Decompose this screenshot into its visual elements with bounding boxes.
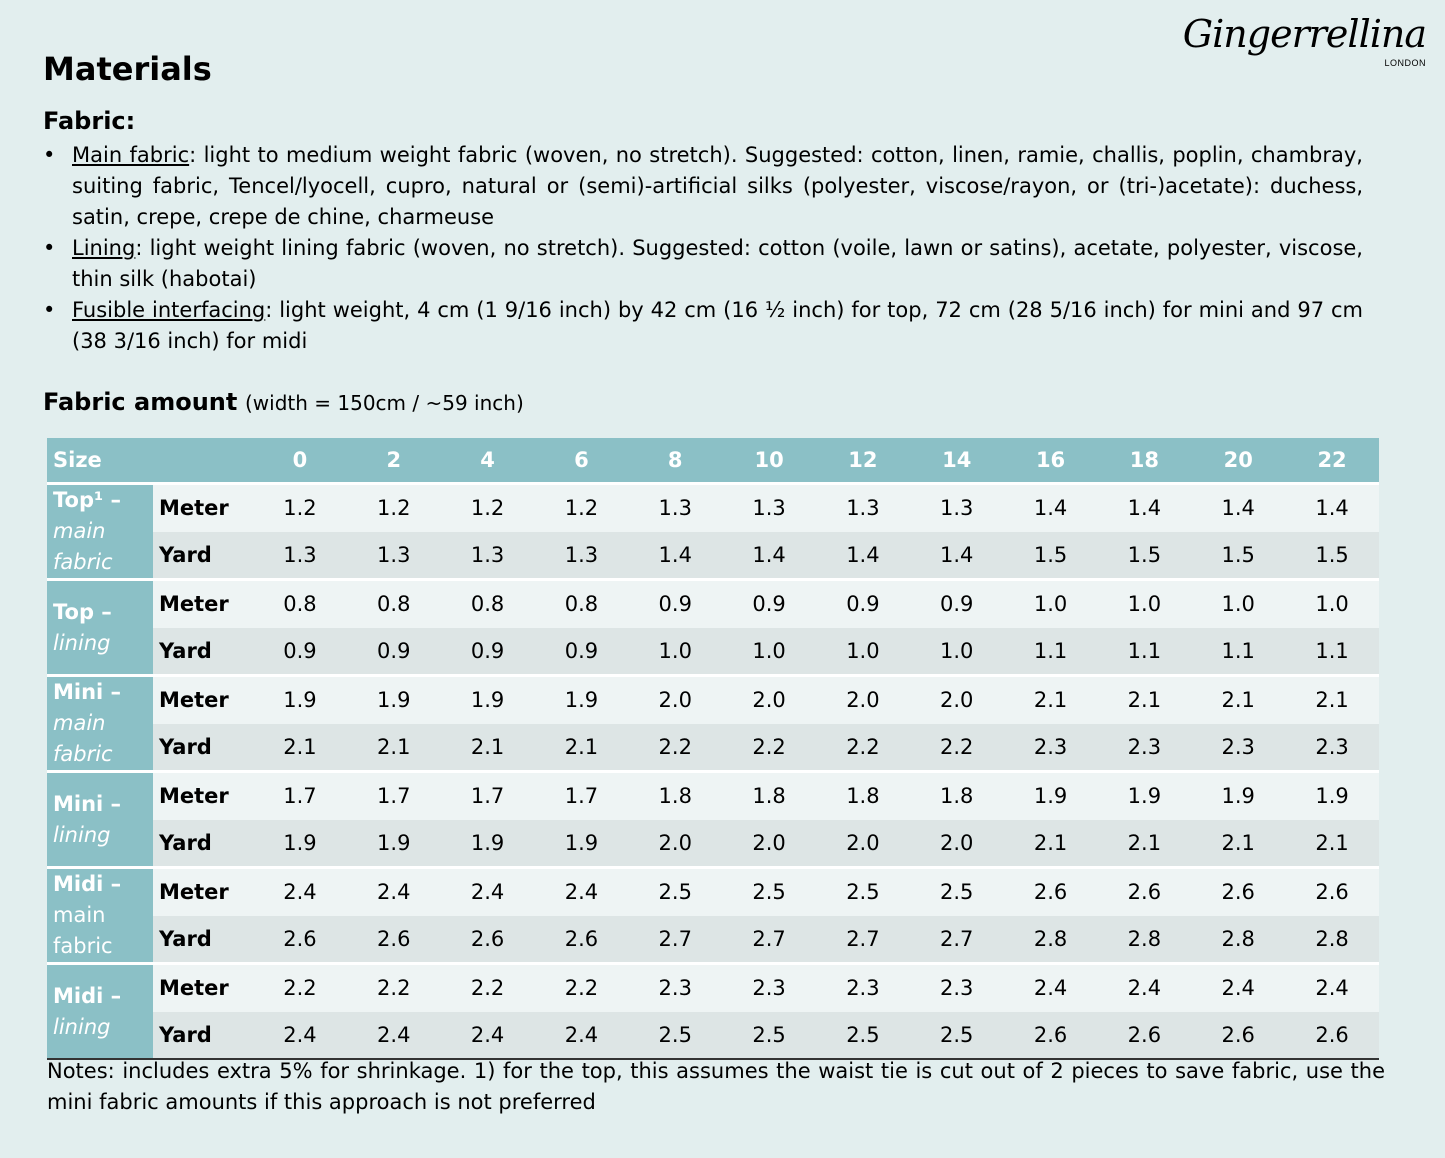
fabric-amount-table <box>47 438 1379 1060</box>
group-label <box>47 484 153 580</box>
table-row <box>47 820 1379 868</box>
value-cell: 2.2 <box>535 964 629 1012</box>
value-cell: 2.3 <box>1285 724 1379 772</box>
value-cell: 1.2 <box>535 484 629 532</box>
materials-list <box>43 140 1363 357</box>
size-column-header: 14 <box>910 438 1004 484</box>
value-cell: 1.9 <box>535 676 629 724</box>
value-cell: 0.9 <box>441 628 535 676</box>
value-cell: 1.0 <box>910 628 1004 676</box>
group-desc: lining <box>53 822 111 847</box>
value-cell: 1.8 <box>910 772 1004 820</box>
group-desc: main fabric <box>53 903 113 958</box>
group-desc: main fabric <box>53 519 113 574</box>
value-cell: 2.6 <box>253 916 347 964</box>
value-cell: 0.9 <box>628 580 722 628</box>
value-cell: 1.0 <box>1097 580 1191 628</box>
table-row <box>47 724 1379 772</box>
value-cell: 2.0 <box>722 820 816 868</box>
value-cell: 2.5 <box>628 1012 722 1060</box>
value-cell: 1.7 <box>535 772 629 820</box>
value-cell: 2.4 <box>253 868 347 916</box>
value-cell: 0.8 <box>253 580 347 628</box>
value-cell: 2.0 <box>910 676 1004 724</box>
material-text: : light weight lining fabric (woven, no stretch). Suggested: cotton (voile, lawn or satins), acetate, polyester, viscose, thin silk (habotai) <box>72 236 1363 291</box>
value-cell: 2.1 <box>1191 820 1285 868</box>
value-cell: 1.9 <box>441 820 535 868</box>
value-cell: 2.2 <box>722 724 816 772</box>
value-cell: 2.0 <box>628 676 722 724</box>
value-cell: 1.5 <box>1285 532 1379 580</box>
brand-sub: LONDON <box>1384 58 1426 68</box>
unit-label: Yard <box>153 1012 253 1060</box>
value-cell: 2.4 <box>1097 964 1191 1012</box>
group-label <box>47 868 153 964</box>
value-cell: 1.9 <box>441 676 535 724</box>
table-row <box>47 532 1379 580</box>
page-title: Materials <box>43 50 212 88</box>
value-cell: 1.3 <box>628 484 722 532</box>
value-cell: 2.4 <box>1004 964 1098 1012</box>
value-cell: 2.1 <box>535 724 629 772</box>
value-cell: 1.0 <box>722 628 816 676</box>
value-cell: 1.9 <box>253 820 347 868</box>
fabric-amount-subtitle: (width = 150cm / ~59 inch) <box>244 391 524 415</box>
table-row <box>47 772 1379 820</box>
value-cell: 2.5 <box>910 868 1004 916</box>
value-cell: 0.9 <box>253 628 347 676</box>
value-cell: 1.9 <box>253 676 347 724</box>
value-cell: 1.7 <box>253 772 347 820</box>
value-cell: 1.4 <box>722 532 816 580</box>
value-cell: 2.6 <box>1004 1012 1098 1060</box>
value-cell: 2.5 <box>816 868 910 916</box>
value-cell: 2.3 <box>910 964 1004 1012</box>
value-cell: 2.1 <box>1097 820 1191 868</box>
value-cell: 1.4 <box>1191 484 1285 532</box>
value-cell: 2.0 <box>816 820 910 868</box>
value-cell: 1.4 <box>1285 484 1379 532</box>
value-cell: 2.3 <box>1097 724 1191 772</box>
material-label: Fusible interfacing <box>72 298 266 322</box>
unit-label: Meter <box>153 484 253 532</box>
unit-label: Yard <box>153 724 253 772</box>
value-cell: 2.3 <box>816 964 910 1012</box>
value-cell: 1.0 <box>1191 580 1285 628</box>
value-cell: 2.6 <box>1191 868 1285 916</box>
size-column-header: 0 <box>253 438 347 484</box>
value-cell: 1.5 <box>1097 532 1191 580</box>
group-desc: lining <box>53 630 111 655</box>
material-text: : light to medium weight fabric (woven, no stretch). Suggested: cotton, linen, ramie, challis, poplin, chambray, suiting fabric, Tencel/lyocell, cupro, natural or (semi)-artificial silks (polyester, viscose/rayon, or (tri-)acetate): duchess, satin, crepe, crepe de chine, charmeuse <box>72 143 1363 229</box>
value-cell: 1.9 <box>347 820 441 868</box>
unit-label: Meter <box>153 868 253 916</box>
value-cell: 0.8 <box>441 580 535 628</box>
value-cell: 1.4 <box>1097 484 1191 532</box>
table-row <box>47 868 1379 916</box>
value-cell: 2.4 <box>441 1012 535 1060</box>
table-header-row <box>47 438 1379 484</box>
table-row <box>47 484 1379 532</box>
value-cell: 0.8 <box>535 580 629 628</box>
value-cell: 1.3 <box>910 484 1004 532</box>
size-column-header: 18 <box>1097 438 1191 484</box>
value-cell: 2.7 <box>628 916 722 964</box>
value-cell: 2.1 <box>347 724 441 772</box>
value-cell: 2.0 <box>910 820 1004 868</box>
group-label <box>47 676 153 772</box>
list-item <box>43 295 1363 357</box>
fabric-heading: Fabric: <box>43 107 136 135</box>
value-cell: 2.4 <box>347 868 441 916</box>
value-cell: 1.0 <box>816 628 910 676</box>
table-body <box>47 484 1379 1060</box>
value-cell: 2.2 <box>816 724 910 772</box>
fabric-amount-title: Fabric amount <box>43 388 238 416</box>
value-cell: 1.4 <box>1004 484 1098 532</box>
value-cell: 2.0 <box>628 820 722 868</box>
value-cell: 0.9 <box>347 628 441 676</box>
group-name: Top¹ – <box>53 488 122 512</box>
group-name: Midi – <box>53 983 122 1008</box>
value-cell: 2.1 <box>1004 676 1098 724</box>
size-column-header: 8 <box>628 438 722 484</box>
value-cell: 1.9 <box>1285 772 1379 820</box>
value-cell: 1.4 <box>816 532 910 580</box>
value-cell: 2.5 <box>910 1012 1004 1060</box>
value-cell: 2.5 <box>722 1012 816 1060</box>
value-cell: 2.6 <box>347 916 441 964</box>
size-column-header: 10 <box>722 438 816 484</box>
value-cell: 2.7 <box>722 916 816 964</box>
value-cell: 2.5 <box>816 1012 910 1060</box>
size-column-header: 12 <box>816 438 910 484</box>
value-cell: 0.8 <box>347 580 441 628</box>
value-cell: 2.5 <box>722 868 816 916</box>
value-cell: 1.0 <box>1004 580 1098 628</box>
group-name: Mini – <box>53 791 122 816</box>
value-cell: 2.1 <box>253 724 347 772</box>
value-cell: 2.6 <box>1097 868 1191 916</box>
value-cell: 1.0 <box>1285 580 1379 628</box>
table-row <box>47 916 1379 964</box>
value-cell: 1.1 <box>1285 628 1379 676</box>
value-cell: 1.2 <box>347 484 441 532</box>
unit-label: Yard <box>153 532 253 580</box>
unit-label: Yard <box>153 628 253 676</box>
value-cell: 2.2 <box>628 724 722 772</box>
value-cell: 1.9 <box>1191 772 1285 820</box>
value-cell: 1.9 <box>347 676 441 724</box>
table-row <box>47 1012 1379 1060</box>
value-cell: 1.1 <box>1097 628 1191 676</box>
value-cell: 1.3 <box>253 532 347 580</box>
brand-name: Gingerrellina <box>1182 12 1426 56</box>
value-cell: 1.3 <box>722 484 816 532</box>
value-cell: 1.2 <box>253 484 347 532</box>
value-cell: 1.0 <box>628 628 722 676</box>
table-row <box>47 580 1379 628</box>
group-desc: main fabric <box>53 711 113 766</box>
group-name: Mini – <box>53 680 122 704</box>
material-label: Main fabric <box>72 143 190 167</box>
value-cell: 0.9 <box>722 580 816 628</box>
size-column-header: 20 <box>1191 438 1285 484</box>
value-cell: 1.3 <box>347 532 441 580</box>
group-label <box>47 964 153 1060</box>
material-label: Lining <box>72 236 136 260</box>
value-cell: 2.3 <box>1004 724 1098 772</box>
value-cell: 2.8 <box>1004 916 1098 964</box>
value-cell: 2.7 <box>910 916 1004 964</box>
size-column-header: 4 <box>441 438 535 484</box>
list-item <box>43 140 1363 233</box>
material-text: : light weight, 4 cm (1 9/16 inch) by 42 cm (16 ½ inch) for top, 72 cm (28 5/16 inch) for mini and 97 cm (38 3/16 inch) for midi <box>72 298 1363 353</box>
fabric-amount-heading <box>43 388 524 416</box>
size-header: Size <box>47 438 253 484</box>
group-label <box>47 580 153 676</box>
value-cell: 0.9 <box>535 628 629 676</box>
value-cell: 2.4 <box>535 1012 629 1060</box>
value-cell: 2.2 <box>253 964 347 1012</box>
value-cell: 2.1 <box>1097 676 1191 724</box>
unit-label: Yard <box>153 820 253 868</box>
value-cell: 1.7 <box>441 772 535 820</box>
value-cell: 1.2 <box>441 484 535 532</box>
value-cell: 2.3 <box>722 964 816 1012</box>
value-cell: 2.1 <box>441 724 535 772</box>
table-row <box>47 628 1379 676</box>
value-cell: 2.1 <box>1285 820 1379 868</box>
value-cell: 1.9 <box>1097 772 1191 820</box>
table-row <box>47 676 1379 724</box>
value-cell: 2.4 <box>347 1012 441 1060</box>
value-cell: 2.1 <box>1004 820 1098 868</box>
value-cell: 1.8 <box>628 772 722 820</box>
value-cell: 2.4 <box>535 868 629 916</box>
value-cell: 1.3 <box>816 484 910 532</box>
value-cell: 2.6 <box>441 916 535 964</box>
value-cell: 2.0 <box>722 676 816 724</box>
size-column-header: 16 <box>1004 438 1098 484</box>
value-cell: 1.1 <box>1191 628 1285 676</box>
value-cell: 2.5 <box>628 868 722 916</box>
group-desc: lining <box>53 1014 111 1039</box>
value-cell: 1.8 <box>722 772 816 820</box>
value-cell: 0.9 <box>910 580 1004 628</box>
value-cell: 2.3 <box>1191 724 1285 772</box>
value-cell: 1.1 <box>1004 628 1098 676</box>
value-cell: 1.9 <box>1004 772 1098 820</box>
value-cell: 2.6 <box>1004 868 1098 916</box>
value-cell: 2.6 <box>1285 1012 1379 1060</box>
size-column-header: 2 <box>347 438 441 484</box>
value-cell: 2.2 <box>441 964 535 1012</box>
value-cell: 2.8 <box>1191 916 1285 964</box>
unit-label: Meter <box>153 580 253 628</box>
value-cell: 1.4 <box>910 532 1004 580</box>
unit-label: Meter <box>153 772 253 820</box>
value-cell: 2.1 <box>1191 676 1285 724</box>
value-cell: 2.8 <box>1097 916 1191 964</box>
value-cell: 2.2 <box>910 724 1004 772</box>
value-cell: 2.4 <box>1285 964 1379 1012</box>
value-cell: 0.9 <box>816 580 910 628</box>
value-cell: 1.9 <box>535 820 629 868</box>
value-cell: 2.6 <box>535 916 629 964</box>
value-cell: 1.8 <box>816 772 910 820</box>
value-cell: 2.0 <box>816 676 910 724</box>
value-cell: 1.3 <box>441 532 535 580</box>
group-label <box>47 772 153 868</box>
value-cell: 2.1 <box>1285 676 1379 724</box>
unit-label: Meter <box>153 964 253 1012</box>
value-cell: 1.5 <box>1191 532 1285 580</box>
size-column-header: 6 <box>535 438 629 484</box>
unit-label: Meter <box>153 676 253 724</box>
value-cell: 1.3 <box>535 532 629 580</box>
group-name: Midi – <box>53 872 122 896</box>
value-cell: 1.5 <box>1004 532 1098 580</box>
value-cell: 2.3 <box>628 964 722 1012</box>
value-cell: 2.8 <box>1285 916 1379 964</box>
value-cell: 1.4 <box>628 532 722 580</box>
value-cell: 2.4 <box>441 868 535 916</box>
notes: Notes: includes extra 5% for shrinkage. 1) for the top, this assumes the waist tie is cut out of 2 pieces to save fabric, use the mini fabric amounts if this approach is not preferred <box>47 1059 1385 1114</box>
size-column-header: 22 <box>1285 438 1379 484</box>
brand-logo <box>1182 12 1428 72</box>
value-cell: 2.2 <box>347 964 441 1012</box>
group-name: Top – <box>53 599 112 624</box>
value-cell: 2.6 <box>1285 868 1379 916</box>
value-cell: 1.7 <box>347 772 441 820</box>
table-row <box>47 964 1379 1012</box>
value-cell: 2.6 <box>1191 1012 1285 1060</box>
list-item <box>43 233 1363 295</box>
value-cell: 2.6 <box>1097 1012 1191 1060</box>
value-cell: 2.4 <box>1191 964 1285 1012</box>
value-cell: 2.4 <box>253 1012 347 1060</box>
unit-label: Yard <box>153 916 253 964</box>
value-cell: 2.7 <box>816 916 910 964</box>
